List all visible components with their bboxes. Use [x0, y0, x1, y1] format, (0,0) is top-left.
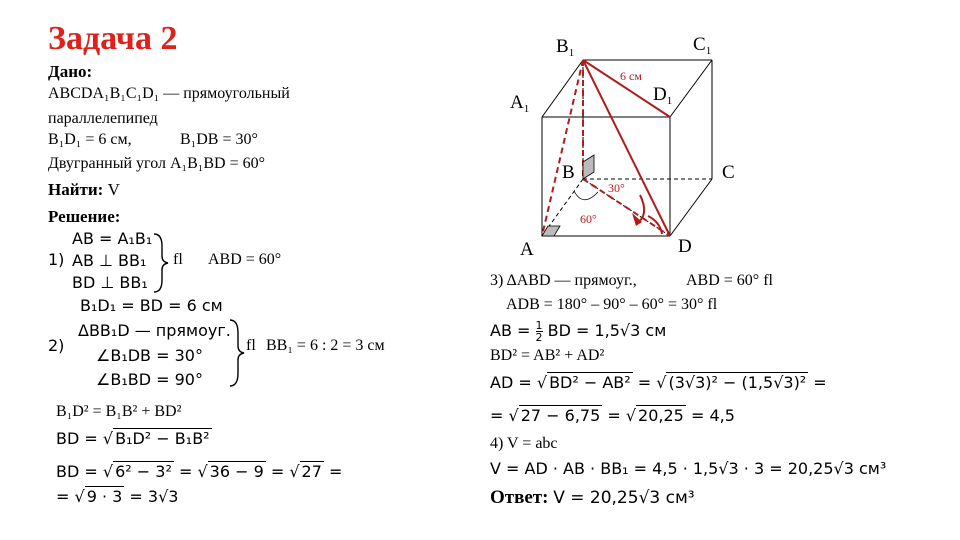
given-cond1: B₁D₁ = 6 см,	[48, 131, 132, 148]
step1-result: ABD = 60°	[208, 251, 282, 268]
step3-line1b: ABD = 60° fl	[686, 272, 773, 289]
answer-label: Ответ:	[490, 487, 549, 508]
step1-brace	[150, 232, 170, 294]
step1-arrow: fl	[173, 251, 183, 268]
bd-calc-continued: = √ 9 · 3 = 3√3	[56, 487, 179, 506]
bd-formula	[56, 428, 212, 448]
step2-line: ∠B₁BD = 90°	[96, 370, 203, 389]
bd-calc-radicand: 9 · 3	[86, 487, 123, 506]
step1-number: 1)	[48, 250, 65, 269]
given-heading: Дано:	[48, 62, 93, 81]
sqrt-sign: √ 36 − 9	[197, 462, 264, 481]
bd-result: 3√3	[147, 487, 179, 506]
right-angle-marker-b	[583, 155, 594, 179]
sqrt-sign: √ B₁D² − B₁B²	[102, 429, 210, 448]
vertex-c1: $C_1$	[693, 34, 712, 57]
given-cond3: Двугранный угол A₁B₁BD = 60°	[48, 155, 265, 172]
sqrt-sign: √ 27	[289, 462, 322, 481]
step1-line: AB ⊥ BB₁	[72, 251, 147, 270]
bd-calc-radicand: 36 − 9	[209, 462, 264, 481]
vertex-a: A	[520, 239, 534, 260]
find-row	[48, 180, 120, 200]
find-value: V	[107, 180, 120, 199]
step2-brace	[226, 318, 246, 388]
ad-radicand: (3√3)² − (1,5√3)²	[668, 373, 807, 392]
vertex-c: C	[722, 162, 735, 183]
angle60-label: 60°	[580, 212, 597, 226]
ad-result: 4,5	[709, 406, 735, 425]
sqrt-sign: √ 9 · 3	[74, 487, 123, 506]
answer-row	[490, 487, 695, 509]
bd-calc-radicand: 6² − 3²	[115, 462, 172, 481]
find-heading: Найти:	[48, 180, 104, 199]
sqrt-sign: √ (3√3)² − (1,5√3)²	[656, 373, 807, 392]
solution-heading: Решение:	[48, 207, 121, 226]
fraction-half: $\frac{1}{2}$	[535, 319, 543, 344]
bd-radicand: B₁D² − B₁B²	[115, 429, 210, 448]
page-title: Задача 2	[48, 20, 178, 57]
angle30-label: 30°	[608, 181, 625, 195]
ab-lhs: AB =	[490, 321, 531, 340]
step2-result: BB₁ = 6 : 2 = 3 см	[266, 337, 385, 354]
ab-rest: BD = 1,5√3 см	[547, 321, 667, 340]
answer-value: V = 20,25√3 см³	[553, 488, 695, 508]
step4-line2: V = AD · AB · BB₁ = 4,5 · 1,5√3 · 3 = 20,25√3 см³	[490, 459, 887, 478]
sqrt-sign: √ 20,25	[625, 406, 684, 425]
bd-lhs: BD =	[56, 429, 98, 448]
ad-radicand: 20,25	[638, 406, 684, 425]
step2-line: B₁D₁ = BD = 6 см	[80, 296, 223, 315]
sqrt-sign: √ 27 − 6,75	[508, 406, 601, 425]
bd-calc-radicand: 27	[301, 462, 322, 481]
step2-line: ∠B₁DB = 30°	[96, 346, 203, 365]
pythagoras-bd: B₁D² = B₁B² + BD²	[56, 403, 182, 420]
given-cond2: B₁DB = 30°	[180, 131, 258, 148]
bd-calculation: BD = √ 6² − 3² = √ 36 − 9 = √ 27 =	[56, 462, 343, 481]
vertex-d1: $D_1$	[653, 84, 673, 107]
given-line1: ABCDA₁B₁C₁D₁ — прямоугольный	[48, 85, 290, 102]
sqrt-sign: √ 6² − 3²	[102, 462, 172, 481]
vertex-d: D	[678, 236, 692, 257]
step2-line: ΔBB₁D — прямоуг.	[78, 321, 231, 340]
ad-radicand: 27 − 6,75	[520, 406, 601, 425]
step2-arrow: fl	[246, 337, 256, 354]
step1-line: BD ⊥ BB₁	[72, 273, 148, 292]
ad-lhs: AD =	[490, 373, 532, 392]
vertex-b: B	[562, 162, 575, 183]
step4-line1: 4) V = abc	[490, 435, 558, 452]
step3-line1a: 3) ΔABD — прямоуг.,	[490, 272, 637, 289]
ad-continued: = √ 27 − 6,75 = √ 20,25 = 4,5	[490, 406, 735, 425]
step2-number: 2)	[48, 336, 65, 355]
ad-radicand: BD² − AB²	[549, 373, 631, 392]
ad-formula: AD = √ BD² − AB² = √ (3√3)² − (1,5√3)² =	[490, 373, 827, 392]
ab-formula	[490, 320, 666, 343]
vertex-b1: $B_1$	[556, 36, 575, 59]
step1-line: AB = A₁B₁	[72, 229, 153, 248]
vertex-a1: $A_1$	[510, 92, 530, 115]
bd-calc-lhs: BD =	[56, 462, 98, 481]
given-line2: параллелепипед	[48, 110, 158, 127]
sqrt-sign: √ BD² − AB²	[536, 373, 631, 392]
step3-line2: ADB = 180° – 90° – 60° = 30° fl	[506, 296, 718, 313]
length-label: 6 см	[620, 69, 642, 83]
pythagoras-ad: BD² = AB² + AD²	[490, 347, 605, 364]
angle-arc-60	[574, 191, 598, 200]
parallelepiped-figure	[490, 30, 740, 270]
